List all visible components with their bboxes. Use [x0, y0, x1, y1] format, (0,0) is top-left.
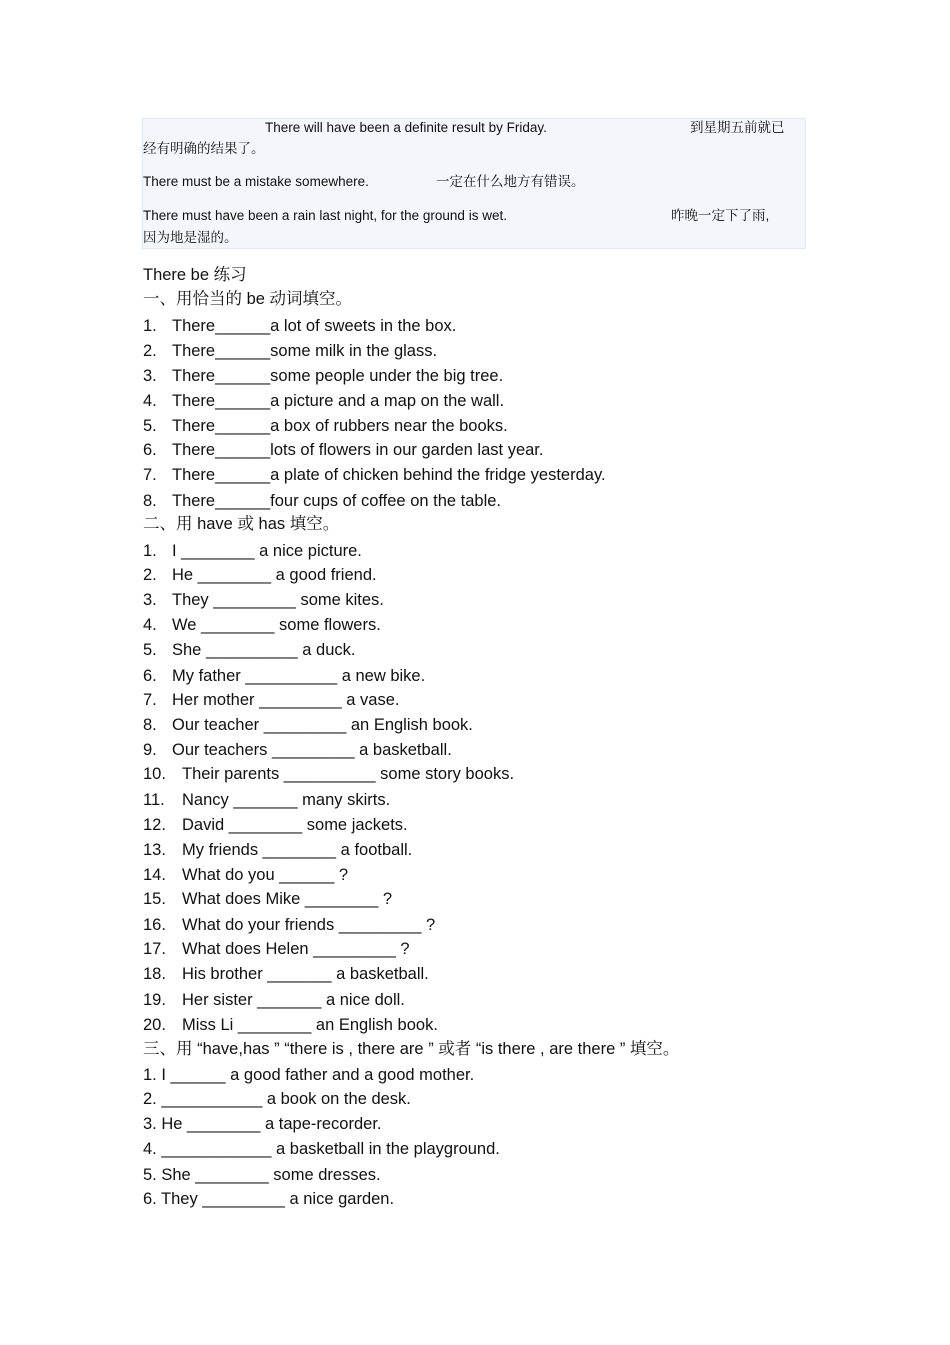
- list-item: 12. David ________ some jackets.: [143, 816, 408, 834]
- example-1-chinese-part1: 到星期五前就已: [690, 120, 785, 135]
- exercise-title: There be 练习: [143, 266, 247, 284]
- list-item: 8. Our teacher _________ an English book.: [143, 716, 473, 734]
- list-item: 2. ___________ a book on the desk.: [143, 1090, 411, 1108]
- list-item: 5. She __________ a duck.: [143, 641, 356, 659]
- list-item: 4. There______a picture and a map on the wall.: [143, 392, 505, 410]
- list-item: 3. They _________ some kites.: [143, 591, 384, 609]
- list-item: 6. My father __________ a new bike.: [143, 667, 426, 685]
- example-2-english: There must be a mistake somewhere.: [143, 174, 369, 189]
- list-item: 3. There______some people under the big tree.: [143, 367, 504, 385]
- list-item: 4. ____________ a basketball in the playground.: [143, 1140, 500, 1158]
- list-item: 16. What do your friends _________ ?: [143, 916, 436, 934]
- list-item: 20. Miss Li ________ an English book.: [143, 1016, 438, 1034]
- list-item: 8. There______four cups of coffee on the table.: [143, 492, 502, 510]
- list-item: 19. Her sister _______ a nice doll.: [143, 991, 405, 1009]
- list-item: 2. He ________ a good friend.: [143, 566, 377, 584]
- list-item: 5. There______a box of rubbers near the books.: [143, 417, 508, 435]
- list-item: 6. There______lots of flowers in our garden last year.: [143, 441, 544, 459]
- list-item: 5. She ________ some dresses.: [143, 1166, 381, 1184]
- list-item: 18. His brother _______ a basketball.: [143, 965, 429, 983]
- list-item: 14. What do you ______ ?: [143, 866, 349, 884]
- list-item: 13. My friends ________ a football.: [143, 841, 413, 859]
- list-item: 11. Nancy _______ many skirts.: [143, 791, 391, 809]
- section-2-heading: 二、用 have 或 has 填空。: [143, 515, 340, 533]
- example-2-chinese: 一定在什么地方有错误。: [436, 174, 585, 189]
- list-item: 7. Her mother _________ a vase.: [143, 691, 400, 709]
- list-item: 9. Our teachers _________ a basketball.: [143, 741, 452, 759]
- list-item: 4. We ________ some flowers.: [143, 616, 381, 634]
- list-item: 1. There______a lot of sweets in the box.: [143, 317, 457, 335]
- list-item: 6. They _________ a nice garden.: [143, 1190, 395, 1208]
- list-item: 2. There______some milk in the glass.: [143, 342, 438, 360]
- list-item: 1. I ________ a nice picture.: [143, 542, 362, 560]
- list-item: 1. I ______ a good father and a good mother.: [143, 1066, 475, 1084]
- example-3-english: There must have been a rain last night, for the ground is wet.: [143, 208, 507, 223]
- list-item: 7. There______a plate of chicken behind the fridge yesterday.: [143, 466, 606, 484]
- section-3-heading: 三、用 “have,has ” “there is , there are ” 或者 “is there , are there ” 填空。: [143, 1040, 680, 1058]
- section-1-heading: 一、用恰当的 be 动词填空。: [143, 290, 353, 308]
- list-item: 3. He ________ a tape-recorder.: [143, 1115, 382, 1133]
- list-item: 10. Their parents __________ some story books.: [143, 765, 515, 783]
- example-3-chinese-part2: 因为地是湿的。: [143, 230, 238, 245]
- example-1-english: There will have been a definite result by Friday.: [265, 120, 547, 135]
- list-item: 17. What does Helen _________ ?: [143, 940, 410, 958]
- example-3-chinese-part1: 昨晚一定下了雨,: [671, 208, 770, 223]
- example-1-chinese-part2: 经有明确的结果了。: [143, 141, 265, 156]
- list-item: 15. What does Mike ________ ?: [143, 890, 393, 908]
